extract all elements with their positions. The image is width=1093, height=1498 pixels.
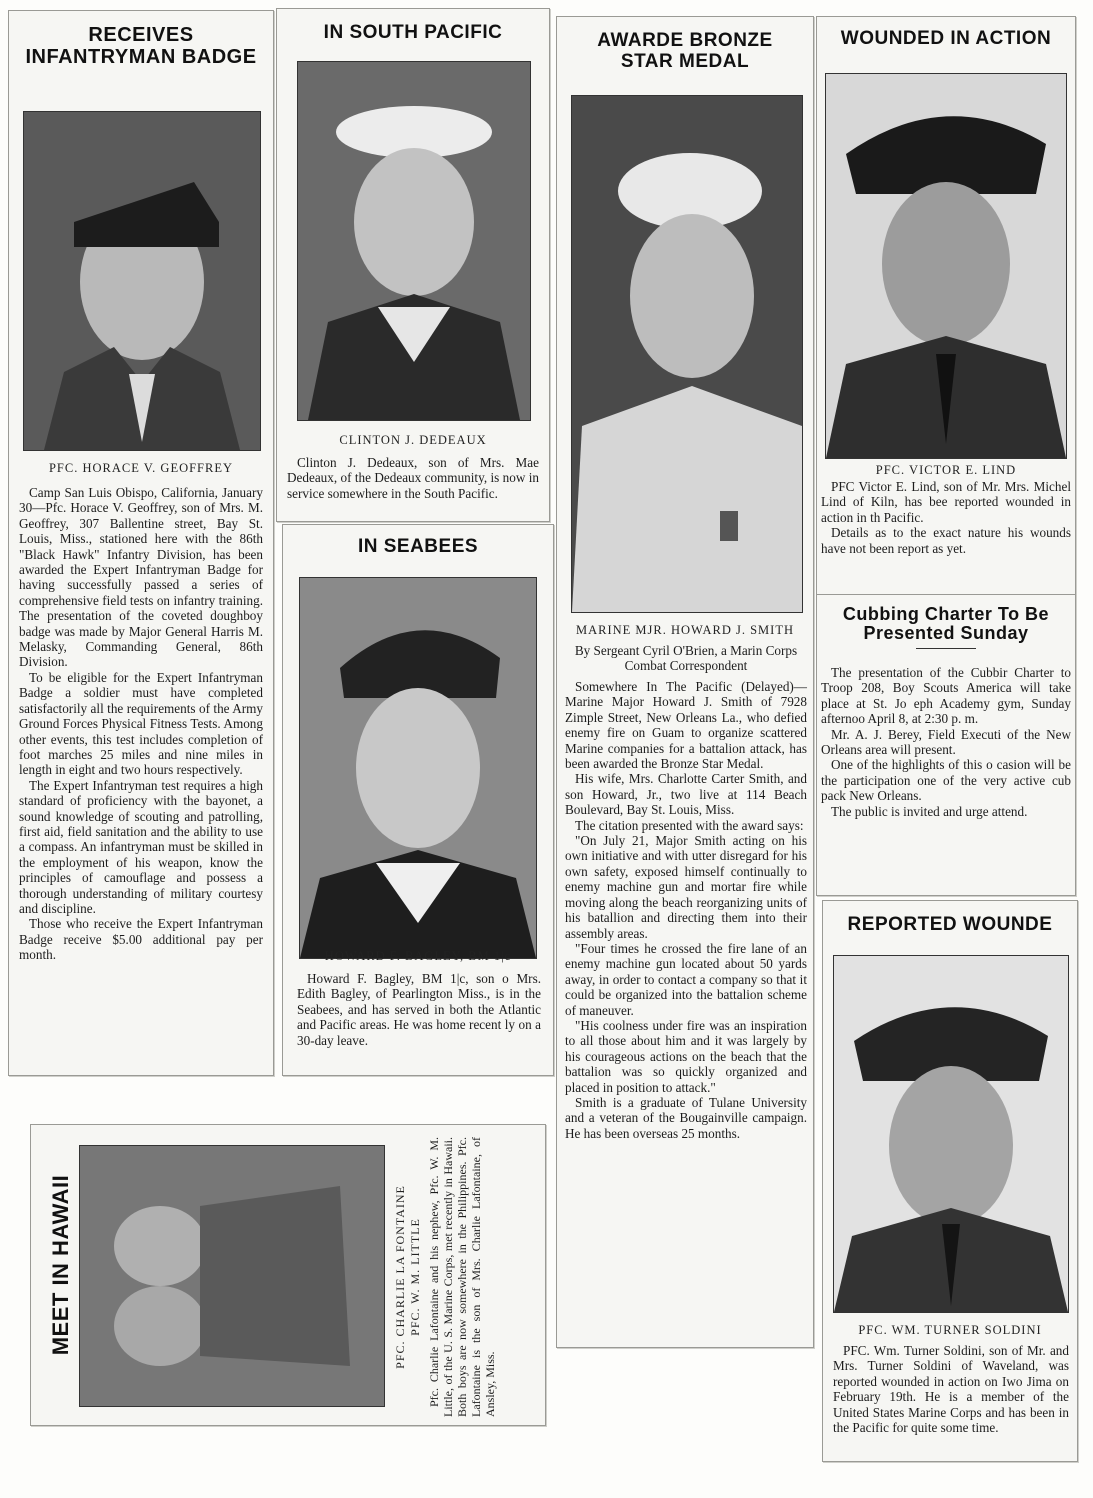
paragraph: PFC. Wm. Turner Soldini, son of Mr. and Mrs. Turner Soldini of Waveland, was reported wounded in action on Iwo Jima on February 19th. He is a member of the United States Marine Corps and has been in the Pacific for quite some time. [833,1343,1069,1436]
caption-block-hawaii [393,1137,539,1417]
two-marines-photo-icon [80,1146,384,1406]
article-body-lind [821,479,1071,556]
caption-geoffrey: PFC. HORACE V. GEOFFREY [48,461,234,475]
caption-lind: PFC. VICTOR E. LIND [875,463,1017,477]
portrait-photo-dedeaux [297,61,531,421]
headline-seabees: IN SEABEES [357,536,479,557]
headline-meet-in-hawaii: MEET IN HAWAII [48,1174,73,1356]
article-body-geoffrey [19,485,263,963]
headline-infantryman-badge: RECEIVES INFANTRYMAN BADGE [25,24,257,68]
clipping-south-pacific [276,8,550,522]
paragraph: "On July 21, Major Smith acting on his own initiative and with utter disregard for his own safety, exposed himself continually to enemy machine gun and mortar fire while moving along the beach reorganizing units of his batallion and directing them into their assembly areas. [565,833,807,941]
paragraph: Camp San Luis Obispo, California, January 30—Pfc. Horace V. Geoffrey, son of Mrs. M. Geoffrey, 307 Ballentine street, Bay St. Louis, Miss., stationed here with the 86th "Black Hawk" Infantry Division, has been awarded the Expert Infantryman Badge for having successfully passed a series of comprehensive field tests on infantry training. The presentation of the coveted doughboy badge was made by Major General Harris M. Melasky, Commanding General, 86th Division. [19,485,263,670]
caption-dedeaux: CLINTON J. DEDEAUX [339,433,487,447]
army-portrait-icon [826,74,1066,458]
paragraph: Details as to the exact nature his wounds have not been report as yet. [821,525,1071,556]
headline-reported-wounded: REPORTED WOUNDE [847,914,1053,935]
clipping-wounded-in-action [816,16,1076,596]
paragraph: One of the highlights of this o casion will be the participation one of the very active cub pack New Orleans. [821,757,1071,804]
headline-south-pacific: IN SOUTH PACIFIC [323,22,503,43]
article-body-dedeaux [287,455,539,501]
clipping-meet-in-hawaii [30,1124,546,1426]
marine-portrait-icon [572,96,802,612]
clipping-cubbing-charter [816,594,1076,896]
paragraph: Howard F. Bagley, BM 1|c, son o Mrs. Edith Bagley, of Pearlington Miss., is in the Seabees, and has served in both the Atlantic and Pacific areas. He was home recent ly on a 30-day leave. [297,971,541,1048]
portrait-photo-smith [571,95,803,613]
paragraph: Those who receive the Expert Infantryman Badge receive $5.00 additional pay per month. [19,916,263,963]
navy-sailor-portrait-icon [300,578,536,958]
paragraph: Pfc. Charlie Lafontaine and his nephew, Pfc. W. M. Little, of the U. S. Marine Corps, met recently in Hawaii. Both boys are now somewhere in the Philippines. Pfc. Lafontaine is the son of Mrs. Charlie Lafontaine, of Ansley, Miss. [427,1137,497,1417]
portrait-photo-geoffrey [23,111,261,451]
caption-lafontaine-little: PFC. CHARLIE LA FONTAINE PFC. W. M. LITTLE [393,1185,422,1369]
article-body-smith [565,679,807,1141]
paragraph: Mr. A. J. Berey, Field Executi of the New Orleans area will present. [821,726,1071,758]
clipping-seabees [282,524,554,1076]
byline-smith: By Sergeant Cyril O'Brien, a Marin Corps Combat Correspondent [574,643,798,674]
article-body-cubbing [821,665,1071,819]
headline-cubbing-charter: Cubbing Charter To Be Presented Sunday [842,604,1050,644]
paragraph: Somewhere In The Pacific (Delayed)—Marine Major Howard J. Smith of 7928 Zimple Street, New Orleans La., who defied enemy fire on Guam to organize scattered Marine companies for a battalion attack, has been awarded the Bronze Star Medal. [565,679,807,772]
caption-smith: MARINE MJR. HOWARD J. SMITH [576,623,794,637]
headline-bronze-star: AWARDE BRONZE STAR MEDAL [597,30,773,72]
portrait-photo-soldini [833,955,1069,1313]
paragraph: "His coolness under fire was an inspiration to all those about him and it was largely by his courageous actions on the beach that the battalion was so quickly organized and placed in position to attack." [565,1017,807,1095]
clipping-infantryman-badge [8,10,274,1076]
paragraph: His wife, Mrs. Charlotte Carter Smith, and son Howard, Jr., two live at 114 Beach Boulevard, Bay St. Louis, Miss. [565,771,807,818]
caption-bagley: HOWARD F. BAGLEY, BM 1|c [324,949,512,963]
soldier-portrait-icon [24,112,260,450]
paragraph: The Expert Infantryman test requires a high standard of proficiency with the bayonet, a sound knowledge of scouting and patrolling, first aid, field sanitation and the ability to use a compass. An infantryman must be skilled in the employment of his weapon, know the principles of camouflage and possess a thorough understanding of military courtesy and discipline. [19,777,263,916]
caption-soldini: PFC. WM. TURNER SOLDINI [858,1323,1042,1337]
paragraph: The presentation of the Cubbir Charter to Troop 208, Boy Scouts America will take place at St. Jo eph Academy gym, Sunday afternoo April 8, at 2:30 p. m. [821,665,1071,727]
clipping-bronze-star [556,16,814,1348]
headline-wounded-in-action: WOUNDED IN ACTION [840,28,1052,49]
paragraph: Clinton J. Dedeaux, son of Mrs. Mae Dedeaux, of the Dedeaux community, is now in service somewhere in the South Pacific. [287,455,539,501]
divider-rule [916,648,976,649]
paragraph: The public is invited and urge attend. [831,803,1028,819]
article-body-soldini [833,1343,1069,1435]
paragraph: "Four times he crossed the fire lane of an enemy machine gun located about 50 yards away, in order to contact a company so that it could be organized into the battalion scheme of maneuver. [565,940,807,1018]
paragraph: PFC Victor E. Lind, son of Mr. Mrs. Michel Lind of Kiln, has bee reported wounded in action in th Pacific. [821,479,1071,525]
marine-cap-portrait-icon [834,956,1068,1312]
article-body-bagley [297,971,541,1048]
paragraph: The citation presented with the award says: [575,817,804,833]
paragraph: To be eligible for the Expert Infantryman Badge a soldier must have completed satisfactorily all the requirements of the Army Ground Forces Physical Fitness Tests. Among other events, this test includes completion of foot marches 25 miles and nine miles in length in eight and two hours respectively. [19,669,263,778]
portrait-photo-lind [825,73,1067,459]
clipping-reported-wounded [822,900,1078,1462]
portrait-photo-bagley [299,577,537,959]
group-photo-hawaii [79,1145,385,1407]
sailor-portrait-icon [298,62,530,420]
article-body-hawaii [427,1137,497,1417]
paragraph: Smith is a graduate of Tulane University and a veteran of the Bougainville campaign. He has been overseas 25 months. [565,1094,807,1141]
